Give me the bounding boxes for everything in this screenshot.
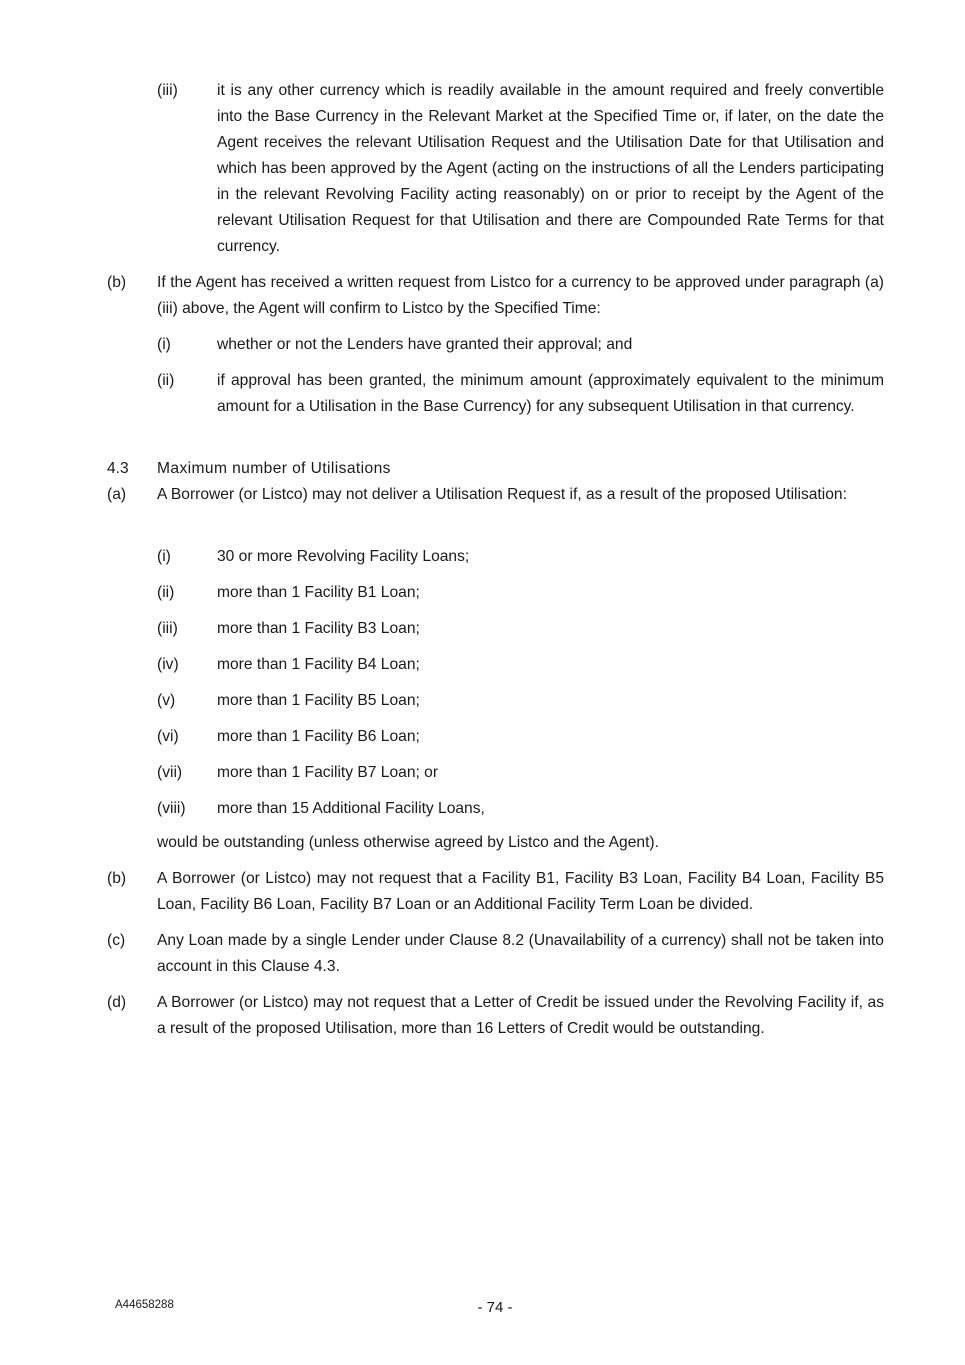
footer-document-id: A44658288	[115, 1299, 174, 1311]
item-label: (b)	[107, 274, 127, 291]
item-label: (c)	[107, 932, 126, 949]
item-label: (ii)	[157, 584, 175, 601]
section-title: Maximum number of Utilisations	[157, 460, 391, 477]
item-text: more than 1 Facility B4 Loan;	[217, 656, 420, 673]
item-text: If the Agent has received a written request from Listco for a currency to be approved under paragraph (a)(iii) above, the Agent will confirm to Listco by the Specified Time:	[157, 274, 884, 317]
item-text: A Borrower (or Listco) may not request that a Letter of Credit be issued under the Revolving Facility if, as a result of the proposed Utilisation, more than 16 Letters of Credit would be outstanding.	[157, 994, 884, 1037]
item-label: (d)	[107, 994, 127, 1011]
section-number: 4.3	[107, 460, 129, 477]
item-text: more than 15 Additional Facility Loans,	[217, 800, 485, 817]
item-label: (v)	[157, 692, 176, 709]
item-text: A Borrower (or Listco) may not request that a Facility B1, Facility B3 Loan, Facility B4 Loan, Facility B5 Loan, Facility B6 Loan, Facility B7 Loan or an Additional Facility Term Loan be divided.	[157, 870, 884, 913]
item-text: more than 1 Facility B5 Loan;	[217, 692, 420, 709]
item-label: (iii)	[157, 620, 178, 637]
item-text: 30 or more Revolving Facility Loans;	[217, 548, 470, 565]
item-label: (ii)	[157, 372, 175, 389]
item-text: A Borrower (or Listco) may not deliver a Utilisation Request if, as a result of the proposed Utilisation:	[157, 486, 847, 503]
item-label: (i)	[157, 336, 171, 353]
item-text: more than 1 Facility B7 Loan; or	[217, 764, 439, 781]
continuation-text: would be outstanding (unless otherwise agreed by Listco and the Agent).	[157, 834, 659, 851]
item-text: more than 1 Facility B1 Loan;	[217, 584, 420, 601]
item-label: (iv)	[157, 656, 179, 673]
item-label: (viii)	[157, 800, 186, 817]
item-label: (b)	[107, 870, 127, 887]
item-text: it is any other currency which is readily available in the amount required and freely convertible into the Base Currency in the Relevant Market at the Specified Time or, if later, on the date the Agent receives the relevant Utilisation Request and the Utilisation Date for that Utilisation and which has been approved by the Agent (acting on the instructions of all the Lenders participating in the relevant Revolving Facility acting reasonably) on or prior to receipt by the Agent of the relevant Utilisation Request for that Utilisation and there are Compounded Rate Terms for that currency.	[217, 82, 884, 255]
item-label: (i)	[157, 548, 171, 565]
item-text: if approval has been granted, the minimum amount (approximately equivalent to the minimum amount for a Utilisation in the Base Currency) for any subsequent Utilisation in that currency.	[217, 372, 884, 415]
item-text: more than 1 Facility B6 Loan;	[217, 728, 420, 745]
item-label: (vii)	[157, 764, 183, 781]
item-label: (a)	[107, 486, 127, 503]
item-text: more than 1 Facility B3 Loan;	[217, 620, 420, 637]
item-label: (vi)	[157, 728, 179, 745]
item-text: Any Loan made by a single Lender under Clause 8.2 (Unavailability of a currency) shall not be taken into account in this Clause 4.3.	[157, 932, 884, 975]
footer-page-number: - 74 -	[477, 1299, 513, 1316]
item-text: whether or not the Lenders have granted their approval; and	[217, 336, 633, 353]
item-label: (iii)	[157, 82, 178, 99]
